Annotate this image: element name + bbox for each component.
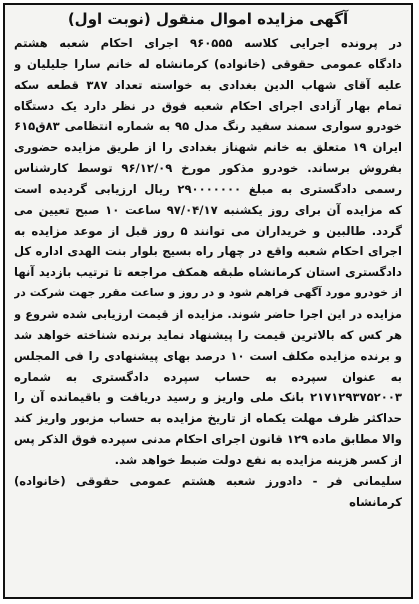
notice-line: والا مطابق ماده ۱۲۹ قانون اجرای احکام مدنی سپرده فوق الذکر پس	[14, 432, 402, 447]
notice-line: دادگاه عمومی حقوقی (خانواده) کرمانشاه له خانم سارا جلیلیان و	[14, 56, 402, 71]
notice-line: و برنده مزایده مکلف است ۱۰ درصد بهای پیشنهادی را فی المجلس	[14, 348, 402, 363]
notice-line: در پرونده اجرایی کلاسه ۹۶۰۵۵۵ اجرای احکام شعبه هشتم	[14, 36, 402, 50]
notice-line: ایران ۱۹ متعلق به خانم شهناز بغدادی را از طریق مزایده حضوری	[14, 140, 402, 155]
notice-line: گردد. طالبین و خریداران می توانند ۵ روز قبل از موعد مزایده به	[14, 223, 402, 238]
notice-line: رسمی دادگستری به مبلغ ۲۹۰۰۰۰۰۰۰ ریال ارزیابی گردیده است	[14, 181, 402, 196]
notice-title: آگهی مزایده اموال منقول (نوبت اول)	[67, 10, 349, 28]
notice-line: از کسر هزینه مزایده به نفع دولت ضبط خواهد شد.	[114, 452, 402, 467]
notice-line: هر کس که بالاترین قیمت را پیشنهاد نماید برنده شناخته خواهد شد	[14, 327, 402, 342]
notice-line: از خودرو مورد آگهی فراهم شود و در روز و ساعت مقرر جهت شرکت در	[14, 286, 402, 300]
notice-body	[14, 33, 402, 512]
notice-line: علیه آقای شهاب الدین بغدادی به خواسته تعداد ۳۸۷ قطعه سکه	[14, 77, 402, 92]
newspaper-notice	[3, 3, 413, 599]
notice-signature-city: کرمانشاه	[349, 494, 402, 509]
notice-line: تمام بهار آزادی اجرای احکام شعبه فوق در نظر دارد یک دستگاه	[14, 98, 402, 113]
notice-line: بفروش برساند. خودرو مذکور مورخ ۹۶/۱۲/۰۹ توسط کارشناس	[14, 161, 402, 176]
notice-line: دادگستری استان کرمانشاه طبقه همکف مراجعه تا ترتیب بازدید آنها	[14, 265, 402, 280]
notice-line: حداکثر ظرف مهلت یکماه از تاریخ مزایده به حساب مزبور واریز کند	[14, 411, 402, 426]
notice-signature: سلیمانی فر - دادورز شعبه هشتم عمومی حقوقی (خانواده)	[14, 473, 402, 488]
notice-line: ۲۱۷۱۲۹۳۷۵۲۰۰۳ بانک ملی واریز و رسید دریافت و باقیمانده آن را	[14, 390, 402, 405]
notice-line: مزایده در این اجرا حاضر شوند. مزایده از قیمت ارزیابی شده شروع و	[14, 306, 402, 321]
notice-line: اجرای احکام شعبه واقع در چهار راه بسیج بلوار بنت الهدی اداره کل	[14, 244, 402, 259]
notice-line: خودرو سواری سمند سفید رنگ مدل ۹۵ به شماره انتظامی ۸۳ق۶۱۵	[14, 119, 402, 134]
notice-line: به عنوان سپرده به حساب سپرده دادگستری به شماره	[14, 369, 402, 384]
notice-line: که مزایده آن برای روز یکشنبه ۹۷/۰۴/۱۷ ساعت ۱۰ صبح تعیین می	[14, 202, 402, 217]
